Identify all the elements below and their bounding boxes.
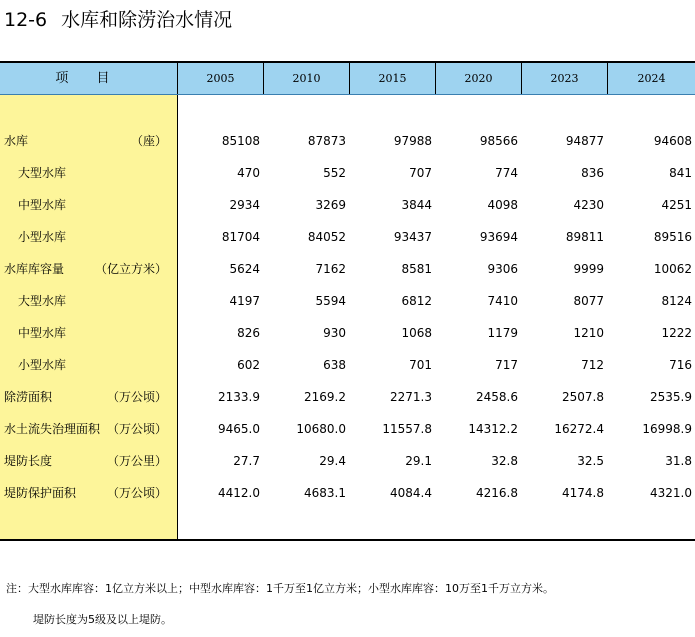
table-body <box>0 125 695 509</box>
row-label-unit: （万公顷） <box>106 422 167 436</box>
table-cell: 4251 <box>661 198 692 212</box>
row-label-name: 除涝面积 <box>4 390 53 404</box>
table-cell: 470 <box>237 166 260 180</box>
footnote: 注：大型水库库容：1亿立方米以上；中型水库库容：1千万至1亿立方米；小型水库库容：10万至1千万立方米。 <box>6 582 554 595</box>
table-cell: 930 <box>323 326 346 340</box>
table-row <box>0 413 695 445</box>
table-cell: 93694 <box>479 230 518 244</box>
table-row <box>0 445 695 477</box>
table-cell: 4098 <box>487 198 518 212</box>
table-row <box>0 221 695 253</box>
row-label <box>0 477 178 509</box>
year-header: 2020 <box>436 63 522 94</box>
table-cell: 84052 <box>307 230 346 244</box>
table-cell: 89516 <box>653 230 692 244</box>
table-cell: 2934 <box>229 198 260 212</box>
table-cell: 89811 <box>565 230 604 244</box>
table-cell: 97988 <box>393 134 432 148</box>
row-label-unit: （万公里） <box>106 454 167 468</box>
table-cell: 8124 <box>661 294 692 308</box>
table-header-row <box>0 63 695 95</box>
row-label <box>0 349 178 381</box>
table-cell: 1222 <box>661 326 692 340</box>
table-cell: 2169.2 <box>304 390 346 404</box>
table-cell: 11557.8 <box>382 422 432 436</box>
row-label-unit: （万公顷） <box>106 390 167 404</box>
table-cell: 2507.8 <box>562 390 604 404</box>
table-cell: 8581 <box>401 262 432 276</box>
table-number: 12-6 <box>4 9 48 31</box>
table-cell: 2535.9 <box>650 390 692 404</box>
table-cell: 16998.9 <box>642 422 692 436</box>
page-title <box>4 6 232 34</box>
table-cell: 16272.4 <box>554 422 604 436</box>
table-cell: 27.7 <box>233 454 260 468</box>
table-cell: 29.1 <box>405 454 432 468</box>
table-cell: 707 <box>409 166 432 180</box>
row-label-name: 小型水库 <box>18 358 67 372</box>
year-header: 2005 <box>178 63 264 94</box>
table-cell: 1179 <box>487 326 518 340</box>
row-label <box>0 157 178 189</box>
table-cell: 2133.9 <box>218 390 260 404</box>
table-title: 水库和除涝治水情况 <box>61 9 233 31</box>
row-label <box>0 189 178 221</box>
table-cell: 98566 <box>479 134 518 148</box>
footnote: 堤防长度为5级及以上堤防。 <box>33 613 172 626</box>
table-cell: 716 <box>669 358 692 372</box>
table-cell: 4683.1 <box>304 486 346 500</box>
table-cell: 29.4 <box>319 454 346 468</box>
table-cell: 4412.0 <box>218 486 260 500</box>
row-label <box>0 285 178 317</box>
table-cell: 5624 <box>229 262 260 276</box>
row-label <box>0 413 178 445</box>
row-label <box>0 317 178 349</box>
table-cell: 7410 <box>487 294 518 308</box>
row-label-unit: （亿立方米） <box>94 262 167 276</box>
row-label-name: 堤防保护面积 <box>4 486 77 500</box>
table-cell: 94608 <box>653 134 692 148</box>
table-cell: 9465.0 <box>218 422 260 436</box>
table-row <box>0 349 695 381</box>
row-label-unit: （座） <box>130 134 167 148</box>
row-label-name: 堤防长度 <box>4 454 53 468</box>
table-row <box>0 381 695 413</box>
row-label-name: 水库库容量 <box>4 262 65 276</box>
table-cell: 4216.8 <box>476 486 518 500</box>
year-header: 2015 <box>350 63 436 94</box>
table-cell: 774 <box>495 166 518 180</box>
table-cell: 826 <box>237 326 260 340</box>
table-cell: 85108 <box>221 134 260 148</box>
table-cell: 602 <box>237 358 260 372</box>
table-cell: 10062 <box>653 262 692 276</box>
table-cell: 712 <box>581 358 604 372</box>
row-label <box>0 253 178 285</box>
row-label-name: 小型水库 <box>18 230 67 244</box>
table-cell: 4321.0 <box>650 486 692 500</box>
table-cell: 4084.4 <box>390 486 432 500</box>
table-cell: 93437 <box>393 230 432 244</box>
data-table <box>0 61 695 541</box>
row-label-name: 大型水库 <box>18 166 67 180</box>
table-row <box>0 253 695 285</box>
table-cell: 4230 <box>573 198 604 212</box>
table-cell: 9999 <box>573 262 604 276</box>
table-cell: 7162 <box>315 262 346 276</box>
table-cell: 87873 <box>307 134 346 148</box>
table-cell: 3844 <box>401 198 432 212</box>
table-cell: 2458.6 <box>476 390 518 404</box>
table-cell: 31.8 <box>665 454 692 468</box>
table-cell: 3269 <box>315 198 346 212</box>
row-label-name: 中型水库 <box>18 198 67 212</box>
table-cell: 6812 <box>401 294 432 308</box>
row-label <box>0 221 178 253</box>
table-cell: 32.8 <box>491 454 518 468</box>
row-label <box>0 445 178 477</box>
row-label-name: 大型水库 <box>18 294 67 308</box>
table-cell: 10680.0 <box>296 422 346 436</box>
table-cell: 841 <box>669 166 692 180</box>
year-header: 2024 <box>637 72 666 85</box>
row-label-name: 中型水库 <box>18 326 67 340</box>
table-cell: 4174.8 <box>562 486 604 500</box>
table-cell: 94877 <box>565 134 604 148</box>
table-cell: 1210 <box>573 326 604 340</box>
item-column-header: 项 目 <box>0 63 178 94</box>
table-row <box>0 189 695 221</box>
table-row <box>0 477 695 509</box>
table-cell: 701 <box>409 358 432 372</box>
year-header: 2023 <box>522 63 608 94</box>
table-row <box>0 285 695 317</box>
table-cell: 717 <box>495 358 518 372</box>
table-cell: 836 <box>581 166 604 180</box>
table-cell: 81704 <box>221 230 260 244</box>
row-label-name: 水土流失治理面积 <box>4 422 101 436</box>
table-cell: 5594 <box>315 294 346 308</box>
table-cell: 9306 <box>487 262 518 276</box>
table-cell: 1068 <box>401 326 432 340</box>
row-label-name: 水库 <box>4 134 29 148</box>
table-cell: 638 <box>323 358 346 372</box>
table-cell: 8077 <box>573 294 604 308</box>
table-row <box>0 125 695 157</box>
row-label-unit: （万公顷） <box>106 486 167 500</box>
table-cell: 2271.3 <box>390 390 432 404</box>
year-header: 2010 <box>264 63 350 94</box>
table-cell: 552 <box>323 166 346 180</box>
table-row <box>0 157 695 189</box>
table-cell: 32.5 <box>577 454 604 468</box>
table-row <box>0 317 695 349</box>
row-label <box>0 381 178 413</box>
table-cell: 14312.2 <box>468 422 518 436</box>
table-cell: 4197 <box>229 294 260 308</box>
row-label <box>0 125 178 157</box>
